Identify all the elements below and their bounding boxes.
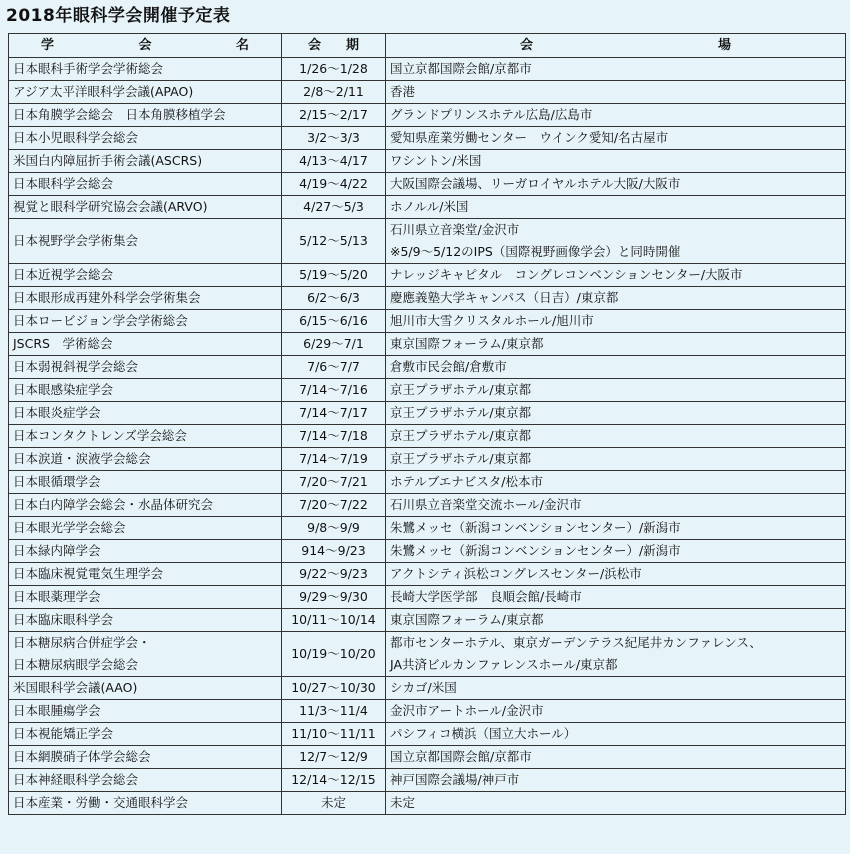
table-row	[9, 356, 846, 379]
society-cell	[9, 471, 282, 494]
table-row	[9, 310, 846, 333]
table-row	[9, 402, 846, 425]
society-cell-line: 日本涙道・涙液学会総会	[13, 451, 151, 466]
venue-cell-line: グランドプリンスホテル広島/広島市	[390, 107, 593, 122]
venue-cell	[386, 81, 846, 104]
society-cell-line: 日本臨床視覚電気生理学会	[13, 566, 164, 581]
venue-cell	[386, 127, 846, 150]
period-cell: 6/29～7/1	[282, 333, 386, 356]
header-society-char: 名	[235, 38, 249, 53]
venue-cell	[386, 540, 846, 563]
society-cell-line: 日本白内障学会総会・水晶体研究会	[13, 497, 214, 512]
table-row	[9, 264, 846, 287]
period-cell: 12/7～12/9	[282, 746, 386, 769]
period-cell: 3/2～3/3	[282, 127, 386, 150]
period-cell: 7/20～7/22	[282, 494, 386, 517]
venue-cell-line: 都市センターホテル、東京ガーデンテラス紀尾井カンファレンス、	[390, 635, 762, 650]
venue-cell	[386, 310, 846, 333]
table-row	[9, 173, 846, 196]
society-cell-line: 日本眼薬理学会	[13, 589, 101, 604]
period-cell: 4/27～5/3	[282, 196, 386, 219]
period-cell: 11/3～11/4	[282, 700, 386, 723]
venue-cell-line: 朱鷺メッセ（新潟コンベンションセンター）/新潟市	[390, 520, 681, 535]
society-cell-line: 日本産業・労働・交通眼科学会	[13, 795, 189, 810]
period-cell: 2/15～2/17	[282, 104, 386, 127]
venue-cell-line: 石川県立音楽堂/金沢市	[390, 222, 520, 237]
venue-cell	[386, 287, 846, 310]
society-cell-line: 日本眼循環学会	[13, 474, 101, 489]
venue-cell-line: シカゴ/米国	[390, 680, 457, 695]
venue-cell-line: 香港	[390, 84, 416, 99]
venue-cell	[386, 563, 846, 586]
society-cell-line: 日本眼腫瘍学会	[13, 703, 101, 718]
period-cell: 未定	[282, 792, 386, 815]
society-cell-line: 視覚と眼科学研究協会会議(ARVO)	[13, 199, 208, 214]
table-row	[9, 586, 846, 609]
society-cell	[9, 402, 282, 425]
society-cell-line: 日本糖尿病合併症学会・	[13, 635, 151, 650]
table-row	[9, 425, 846, 448]
table-row	[9, 563, 846, 586]
header-venue	[386, 34, 846, 58]
venue-cell-line: 金沢市アートホール/金沢市	[390, 703, 544, 718]
table-row	[9, 287, 846, 310]
period-cell: 10/11～10/14	[282, 609, 386, 632]
society-cell	[9, 379, 282, 402]
venue-cell	[386, 769, 846, 792]
header-venue-char: 会	[520, 38, 534, 53]
venue-cell-line: 国立京都国際会館/京都市	[390, 749, 532, 764]
venue-cell-line: ナレッジキャピタル コングレコンベンションセンター/大阪市	[390, 267, 743, 282]
venue-cell	[386, 379, 846, 402]
period-cell: 7/14～7/19	[282, 448, 386, 471]
period-cell: 12/14～12/15	[282, 769, 386, 792]
table-row	[9, 769, 846, 792]
society-cell-line: 日本小児眼科学会総会	[13, 130, 139, 145]
society-cell	[9, 586, 282, 609]
venue-cell	[386, 448, 846, 471]
society-cell-line: 日本視野学会学術集会	[13, 233, 139, 248]
period-cell: 11/10～11/11	[282, 723, 386, 746]
period-cell: 6/15～6/16	[282, 310, 386, 333]
period-cell: 5/12～5/13	[282, 219, 386, 264]
society-cell-line: 日本視能矯正学会	[13, 726, 114, 741]
venue-cell	[386, 264, 846, 287]
venue-cell-line: 京王プラザホテル/東京都	[390, 382, 532, 397]
table-row	[9, 81, 846, 104]
society-cell	[9, 173, 282, 196]
society-cell	[9, 196, 282, 219]
venue-cell-line: 国立京都国際会館/京都市	[390, 61, 532, 76]
venue-cell-line: 京王プラザホテル/東京都	[390, 428, 532, 443]
society-cell-line: 日本糖尿病眼学会総会	[13, 657, 139, 672]
table-row	[9, 196, 846, 219]
header-society-char: 会	[138, 38, 152, 53]
society-cell-line: 日本眼科手術学会学術総会	[13, 61, 164, 76]
period-cell: 4/19～4/22	[282, 173, 386, 196]
table-row	[9, 632, 846, 677]
society-cell	[9, 517, 282, 540]
venue-cell	[386, 425, 846, 448]
society-cell	[9, 127, 282, 150]
society-cell-line: 日本眼感染症学会	[13, 382, 114, 397]
header-period	[282, 34, 386, 58]
venue-cell-line: 東京国際フォーラム/東京都	[390, 336, 544, 351]
society-cell-line: 日本眼形成再建外科学会学術集会	[13, 290, 201, 305]
society-cell-line: アジア太平洋眼科学会議(APAO)	[13, 84, 194, 99]
society-cell	[9, 333, 282, 356]
venue-cell-line: 大阪国際会議場、リーガロイヤルホテル大阪/大阪市	[390, 176, 681, 191]
society-cell	[9, 677, 282, 700]
venue-cell-line: 京王プラザホテル/東京都	[390, 405, 532, 420]
society-cell	[9, 609, 282, 632]
period-cell: 4/13～4/17	[282, 150, 386, 173]
society-cell	[9, 264, 282, 287]
venue-cell-line: 未定	[390, 795, 416, 810]
venue-cell	[386, 609, 846, 632]
venue-cell	[386, 700, 846, 723]
period-cell: 2/8～2/11	[282, 81, 386, 104]
venue-cell-line: 倉敷市民会館/倉敷市	[390, 359, 507, 374]
venue-cell	[386, 333, 846, 356]
venue-cell-line: 東京国際フォーラム/東京都	[390, 612, 544, 627]
venue-cell	[386, 792, 846, 815]
period-cell: 9/22～9/23	[282, 563, 386, 586]
society-cell	[9, 563, 282, 586]
table-row	[9, 700, 846, 723]
period-cell: 7/14～7/17	[282, 402, 386, 425]
table-row	[9, 471, 846, 494]
venue-cell-line: 愛知県産業労働センター ウインク愛知/名古屋市	[390, 130, 669, 145]
venue-cell-line: アクトシティ浜松コングレスセンター/浜松市	[390, 566, 642, 581]
period-cell: 10/19～10/20	[282, 632, 386, 677]
society-cell	[9, 792, 282, 815]
header-society-char: 学	[41, 38, 55, 53]
period-cell: 5/19～5/20	[282, 264, 386, 287]
venue-cell-line: ホノルル/米国	[390, 199, 469, 214]
society-cell-line: 日本コンタクトレンズ学会総会	[13, 428, 187, 443]
society-cell-line: 日本眼科学会総会	[13, 176, 114, 191]
society-cell	[9, 494, 282, 517]
society-cell	[9, 219, 282, 264]
header-row	[9, 34, 846, 58]
venue-cell	[386, 219, 846, 264]
society-cell	[9, 700, 282, 723]
table-row	[9, 746, 846, 769]
venue-cell-line: 京王プラザホテル/東京都	[390, 451, 532, 466]
society-cell-line: 日本ロービジョン学会学術総会	[13, 313, 188, 328]
venue-cell-line: 朱鷺メッセ（新潟コンベンションセンター）/新潟市	[390, 543, 681, 558]
venue-cell	[386, 723, 846, 746]
venue-cell-line: ※5/9～5/12のIPS（国際視野画像学会）と同時開催	[390, 244, 681, 259]
society-cell-line: 日本緑内障学会	[13, 543, 101, 558]
venue-cell	[386, 677, 846, 700]
society-cell-line: 日本弱視斜視学会総会	[13, 359, 139, 374]
venue-cell	[386, 356, 846, 379]
venue-cell-line: JA共済ビルカンファレンスホール/東京都	[390, 657, 618, 672]
table-row	[9, 333, 846, 356]
society-cell	[9, 448, 282, 471]
society-cell	[9, 425, 282, 448]
venue-cell	[386, 517, 846, 540]
society-cell	[9, 746, 282, 769]
header-period-char: 期	[345, 38, 359, 53]
table-row	[9, 127, 846, 150]
venue-cell	[386, 746, 846, 769]
society-cell-line: 米国眼科学会議(AAO)	[13, 680, 138, 695]
society-cell-line: 日本網膜硝子体学会総会	[13, 749, 151, 764]
society-cell	[9, 287, 282, 310]
society-cell	[9, 104, 282, 127]
table-row	[9, 150, 846, 173]
venue-cell-line: 神戸国際会議場/神戸市	[390, 772, 520, 787]
society-cell	[9, 769, 282, 792]
society-cell-line: 日本神経眼科学会総会	[13, 772, 139, 787]
table-row	[9, 104, 846, 127]
venue-cell-line: パシフィコ横浜（国立大ホール）	[390, 726, 577, 741]
venue-cell-line: 石川県立音楽堂交流ホール/金沢市	[390, 497, 582, 512]
venue-cell-line: ワシントン/米国	[390, 153, 482, 168]
period-cell: 9/29～9/30	[282, 586, 386, 609]
venue-cell-line: 慶應義塾大学キャンパス（日吉）/東京都	[390, 290, 619, 305]
period-cell: 9/8～9/9	[282, 517, 386, 540]
society-cell	[9, 540, 282, 563]
venue-cell	[386, 632, 846, 677]
period-cell: 7/20～7/21	[282, 471, 386, 494]
table-row	[9, 448, 846, 471]
schedule-table	[8, 33, 846, 815]
venue-cell	[386, 58, 846, 81]
society-cell-line: 日本眼光学学会総会	[13, 520, 126, 535]
period-cell: 7/14～7/16	[282, 379, 386, 402]
society-cell-line: 日本眼炎症学会	[13, 405, 101, 420]
venue-cell	[386, 586, 846, 609]
venue-cell	[386, 173, 846, 196]
society-cell	[9, 81, 282, 104]
venue-cell-line: 旭川市大雪クリスタルホール/旭川市	[390, 313, 594, 328]
page-title: 2018年眼科学会開催予定表	[6, 6, 231, 26]
table-row	[9, 219, 846, 264]
venue-cell-line: ホテルブエナビスタ/松本市	[390, 474, 543, 489]
table-row	[9, 540, 846, 563]
header-period-char: 会	[308, 38, 322, 53]
table-row	[9, 723, 846, 746]
period-cell: 7/6～7/7	[282, 356, 386, 379]
society-cell-line: 日本近視学会総会	[13, 267, 114, 282]
table-row	[9, 379, 846, 402]
table-row	[9, 494, 846, 517]
society-cell	[9, 723, 282, 746]
society-cell-line: 米国白内障屈折手術会議(ASCRS)	[13, 153, 203, 168]
society-cell	[9, 356, 282, 379]
period-cell: 7/14～7/18	[282, 425, 386, 448]
society-cell-line: 日本角膜学会総会 日本角膜移植学会	[13, 107, 226, 122]
society-cell-line: JSCRS 学術総会	[13, 336, 113, 351]
header-venue-char: 場	[717, 38, 731, 53]
header-society	[9, 34, 282, 58]
venue-cell	[386, 196, 846, 219]
table-row	[9, 609, 846, 632]
period-cell: 10/27～10/30	[282, 677, 386, 700]
period-cell: 914～9/23	[282, 540, 386, 563]
period-cell: 6/2～6/3	[282, 287, 386, 310]
venue-cell	[386, 402, 846, 425]
table-row	[9, 58, 846, 81]
venue-cell	[386, 104, 846, 127]
table-row	[9, 517, 846, 540]
society-cell	[9, 58, 282, 81]
society-cell	[9, 632, 282, 677]
venue-cell	[386, 471, 846, 494]
society-cell	[9, 310, 282, 333]
venue-cell	[386, 494, 846, 517]
table-row	[9, 677, 846, 700]
society-cell	[9, 150, 282, 173]
period-cell: 1/26～1/28	[282, 58, 386, 81]
table-row	[9, 792, 846, 815]
venue-cell	[386, 150, 846, 173]
society-cell-line: 日本臨床眼科学会	[13, 612, 114, 627]
venue-cell-line: 長崎大学医学部 良順会館/長崎市	[390, 589, 582, 604]
